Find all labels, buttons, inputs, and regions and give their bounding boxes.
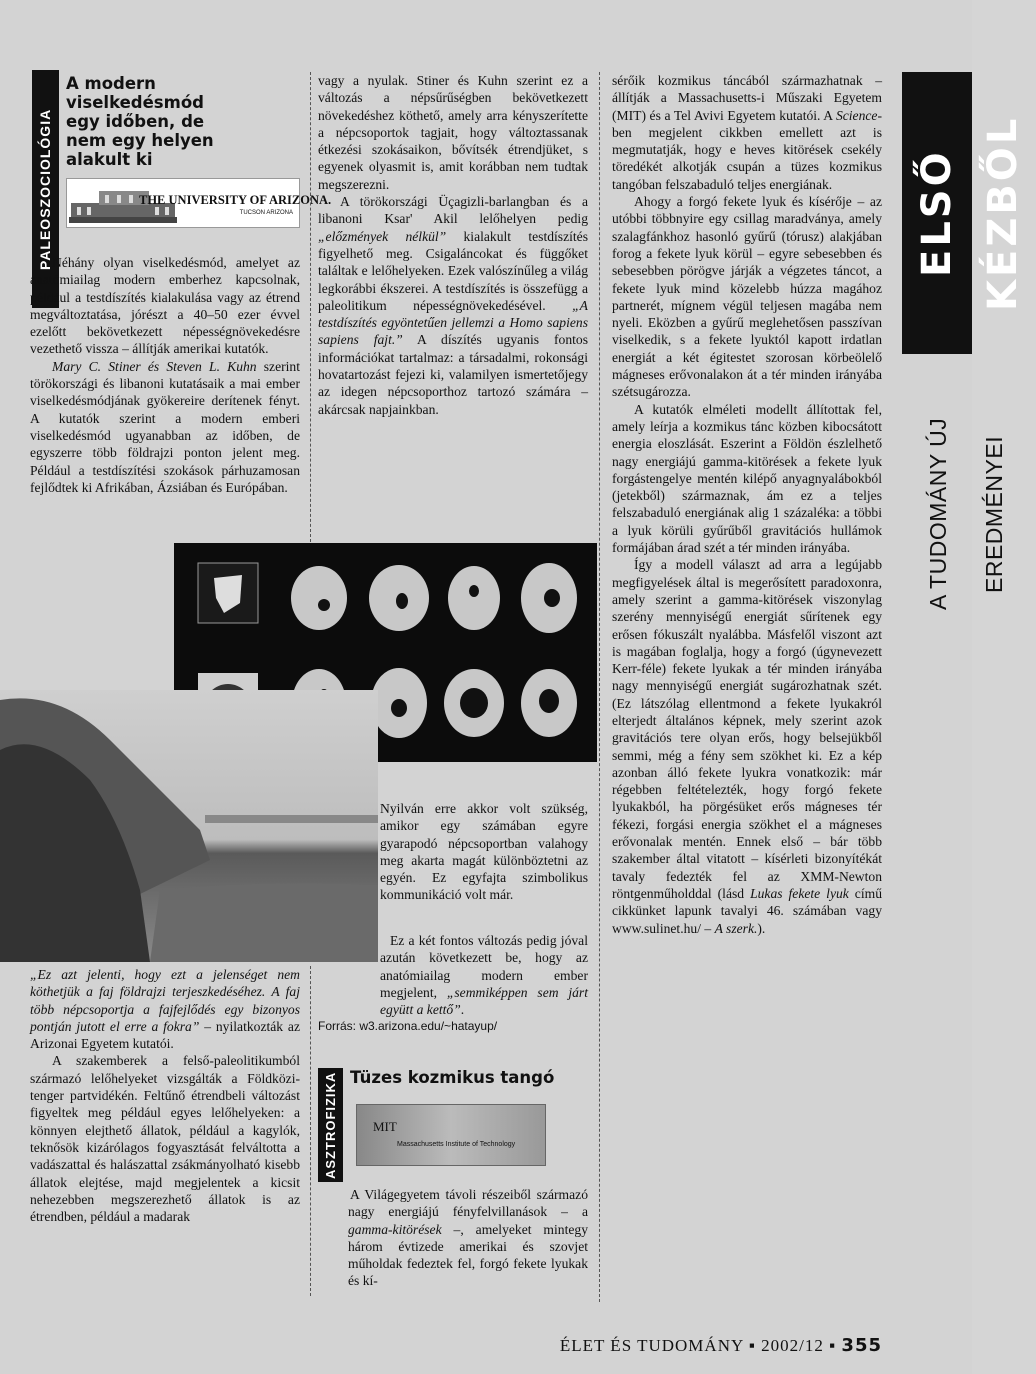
text: Ez a két fontos változás pedig jóval azután következett be, hogy az anatómiailag modern ember megjelent, — [380, 933, 588, 1000]
quote: „A testdíszítés egyöntetűen jellemzi a Homo sapiens sapiens fajt.” — [318, 297, 588, 348]
text: A törökországi Üçagizli-barlangban és a libanoni Ksar' Akil lelőhelyen pedig — [318, 194, 588, 227]
mit-logo — [356, 1104, 546, 1166]
text: című cikkünket lapunk tavalyi 46. számában vagy www.sulinet.hu/ – — [612, 885, 882, 936]
paragraph — [612, 72, 882, 193]
paragraph: Nyilván erre akkor volt szükség, amikor egy számában egyre gyarapodó népcsoportban valahogy meg akarta magát különböztetni az egyén. Ez egyfajta szimbolikus kommunikáció volt már. — [380, 801, 588, 903]
paragraph — [30, 966, 300, 1052]
page-number: 355 — [841, 1335, 882, 1356]
article1-column2-mid — [380, 800, 588, 904]
separator: ▪ — [748, 1336, 756, 1355]
authors: Mary C. Stiner és Steven L. Kuhn — [52, 358, 257, 374]
text: A díszítés ugyanis fontos információkat tartalmaz: a társadalmi, rokonsági hovatartozást fejezi ki, valamilyen ismertetőjegy az idegen népcsoporthoz tartozó számára – akárcsak napjainkban. — [318, 332, 588, 417]
paragraph — [318, 932, 588, 1018]
university-logo — [66, 178, 332, 228]
article2-title: Tüzes kozmikus tangó — [350, 1068, 555, 1087]
column-divider — [599, 72, 600, 1302]
logo-text: THE UNIVERSITY OF ARIZONA. — [139, 193, 332, 207]
mit-logo-sub: Massachusetts Institute of Technology — [397, 1141, 516, 1148]
emphasis: Science — [835, 107, 878, 123]
text: –, amelyeket mintegy három évtizede amerikai és szovjet műholdak fedeztek fel, forgó fekete lyukak és kí- — [348, 1221, 588, 1289]
section-tag-asztrofizika: ASZTROFIZIKA — [318, 1068, 343, 1182]
sidebar-top-label: ELSŐ KÉZBŐL — [914, 115, 1026, 311]
article2-column3 — [612, 72, 882, 937]
text: A Világegyetem távoli részeiből származó nagy energiájú fényfelvillanások – a — [348, 1187, 588, 1220]
quote: „Ez azt jelenti, hogy ezt a jelenséget nem köthetjük a faj földrajzi terjeszkedéséhez. A faj több népcsoportja a fajfejlődés egy bizonyos pontján jutott el erre a fokra” — [30, 967, 300, 1034]
paragraph: A szakemberek a felső-paleolitikumból származó lelőhelyeket vizsgálták a Földközi-tenger partvidékén. Feltűnő étrendbeli változást figyeltek meg például egyes lelőhelyeken: a könnyen elejthető állatok, például a kagylók, teknősök kizárólagos fogyasztását felváltotta a vadászattal és halászattal zsákmányolható kisebb állatok elejtése, majd megjelentek a kicsit nehezebben megszerezhető állatok is az étrendben, például a madarak — [30, 1053, 300, 1225]
paragraph: Néhány olyan viselkedésmód, amelyet az anatómiailag modern emberhez kapcsolnak, például a testdíszítés kialakulása vagy az étrend megváltoztatása, jórészt a 40–50 ezer évvel ezelőtt bekövetkezett népességnövekedésre vezethető vissza – állítják amerikai kutatók. — [30, 255, 300, 357]
logo-subtext: TUCSON ARIZONA — [239, 210, 293, 216]
paragraph: Ahogy a forgó fekete lyuk és kísérője – az utóbbi többnyire egy csillag maradványa, amely szalagfánkhoz hasonló gyűrű (tórusz) alakjában forog a fekete lyuk körül – egyre sebesebben és sebesebben pörögve járják a végzetes táncot, a fekete lyuk mind közelebb húzza magához partnerét, mígnem végül teljesen magába nem nyeli. Eközben a gyűrű meglehetősen passzívan viselkedik, s a fekete lyuktól kapott irdatlan energiát a két égitestet szorosan körbeölelő mágneses erővonalakon át a tér minden irányába szétsugározza. — [612, 194, 882, 400]
article1-column1-mid — [30, 504, 170, 694]
text: Így a modell választ ad arra a legújabb megfigyelések által is megerősített paradoxonra, amely szerint a gamma-kitörések viszonylag szerény mennyiségű energiát sűrítenek egy erősen fókuszált nyalábba. Másfelől viszont azt is magában foglalja, hogy a forgó (úgynevezett Kerr-féle) fekete lyukak a tér minden irányába nagy mennyiségű energiát sugározhatnak szét. (Ez látszólag ellentmond a fekete lyukakról elterjedt általános képnek, mely szerint azok gravitációs tere olyan erős, hogy belsejükből semmi, még a fény sem szökhet ki. Ez a kép azonban álló fekete lyukra vonatkozik: már régebben feltételezték, hogy forgó fekete lyukakból, ha pörgésüket erős mágneses tér fékezi, forgási energia szökhet el a mágneses erővonalak mentén. Ennek első – bár több szakember által vitatott – kísérleti bizonyítékát tavaly fedezték fel az XMM-Newton röntgenműholddal (lásd — [612, 557, 882, 901]
text: kialakult testdíszítés figyelhető meg. Csigaláncokat és függőket találtak e lelőhelyeken. Ezek valószínűleg a világ legkorábbi ékszerei. A testdíszítés is összefügg a paleolitikum népességnövekedésével. — [318, 228, 588, 313]
sidebar-bottom-label: A TUDOMÁNY ÚJ EREDMÉNYEI — [925, 417, 1007, 611]
emphasis: A szerk. — [714, 920, 758, 936]
text: – nyilatkozták az Arizonai Egyetem kutatói. — [30, 1018, 300, 1052]
text: sérőik kozmikus táncából származhatnak – állítják a Massachusetts-i Műszaki Egyetem (MIT) és a Tel Avivi Egyetem kutatói. A — [612, 73, 882, 123]
text: ). — [757, 920, 766, 936]
paragraph — [612, 556, 882, 937]
quote: „előzmények nélkül” — [318, 228, 447, 244]
sidebar-top-block — [902, 72, 1026, 354]
article1-column1 — [30, 254, 300, 496]
separator: ▪ — [829, 1336, 837, 1355]
paragraph: vagy a nyulak. Stiner és Kuhn szerint ez a változás a népsűrűségben bekövetkezett növekedéshez köthető, amely arra kényszerítette a népcsoportok tagjait, hogy változtassanak étkezési szokásaikon, bővítsék étrendjüket, s egyenek olyasmit is, amit korábban nem tudtak megszerezni. — [318, 73, 588, 192]
paragraph: A kutatók elméleti modellt állítottak fel, amely leírja a kozmikus tánc közben kibocsátott energia eloszlását. Eszerint a Földön észlelhető nagy energiájú gamma-kitörések a fekete lyuk forgástengelye mentén kilépő anyagnyalábokból (jetekből) származnak, ám ez a teljes felszabaduló energiának alig 1 százaléka: a többi a lyuk körüli gyűrűből gravitációs hullámok formájában árad szét a tér minden irányába. — [612, 401, 882, 556]
coast-landscape-image — [0, 690, 378, 962]
text: szerint törökországi és libanoni kutatásaik a mai ember viselkedésmódjának gyökereire derítenek fényt. A kutatók szerint a modern emberi viselkedésmód ugyanabban az időben, de egyszerre több földrajzi ponton jelent meg. Például a testdíszítési szokások párhuzamosan fejlődtek ki Afrikában, Ázsiában és Európában. — [30, 358, 300, 495]
article2-column2 — [318, 1186, 588, 1290]
text: . — [460, 1002, 465, 1018]
issue-number: 2002/12 — [761, 1336, 824, 1355]
coast-photo — [0, 690, 378, 962]
article1-column2 — [318, 72, 588, 418]
paragraph — [30, 358, 300, 496]
page-footer — [560, 1335, 882, 1356]
column-divider — [310, 72, 311, 542]
article1-column2-lower — [318, 932, 588, 1036]
emphasis: gamma-kitörések — [348, 1221, 442, 1237]
section-sidebar — [902, 72, 1026, 672]
source-line: Forrás: w3.arizona.edu/~hatayup/ — [318, 1019, 498, 1034]
text: -ben megjelent cikkben emellett azt is megmutatják, hogy e heves kitörések csekély töredékét alkotják csupán a tüzes kozmikus tangóban felszabaduló teljes energiának. — [612, 107, 882, 192]
emphasis: Lukas fekete lyuk — [750, 885, 849, 901]
paragraph — [318, 1186, 588, 1290]
article1-title: A modern viselkedésmód egy időben, de nem egy helyen alakult ki — [66, 74, 214, 169]
journal-name: ÉLET ÉS TUDOMÁNY — [559, 1336, 744, 1355]
mit-logo-text: MIT — [373, 1119, 397, 1134]
quote: „semmiképpen sem járt együtt a kettő” — [380, 984, 588, 1018]
article1-column1-lower — [30, 966, 300, 1225]
paragraph — [318, 193, 588, 418]
section-tag-paleoszociologia: PALEOSZOCIOLÓGIA — [32, 70, 59, 308]
column-divider — [310, 966, 311, 1296]
